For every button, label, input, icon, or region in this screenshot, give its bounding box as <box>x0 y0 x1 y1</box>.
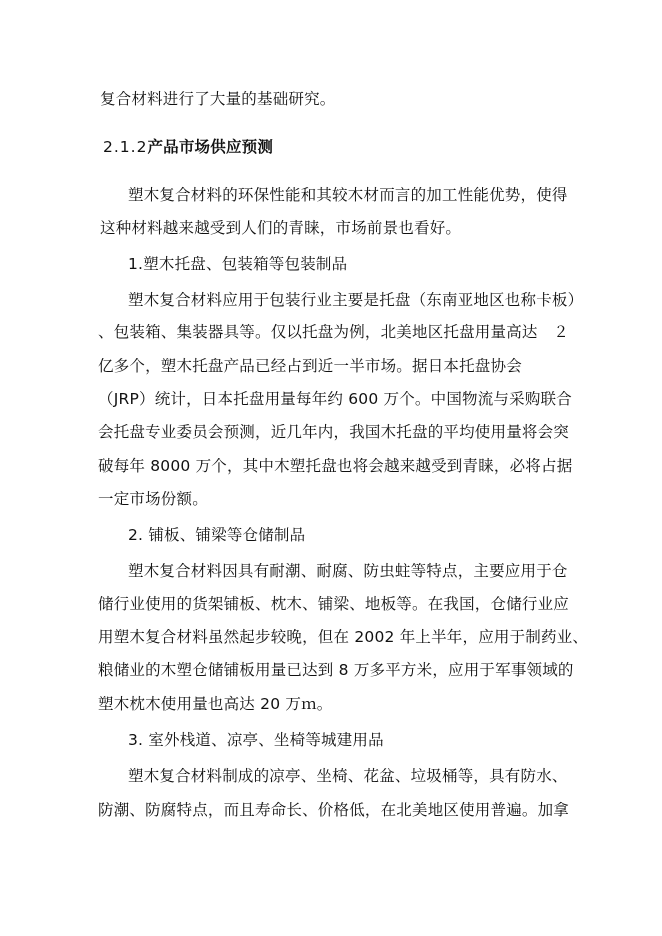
paragraph-line: 储行业使用的货架铺板、枕木、铺梁、地板等。在我国，仓储行业应 <box>98 595 570 613</box>
paragraph-line: 、包装箱、集装器具等。仅以托盘为例，北美地区托盘用量高达 ２ <box>98 323 570 341</box>
paragraph-line: 一定市场份额。 <box>98 490 208 508</box>
subsection-title: 1.塑木托盘、包装箱等包装制品 <box>128 255 348 273</box>
subsection-title: 2. 铺板、铺梁等仓储制品 <box>128 526 306 544</box>
paragraph-line: 这种材料越来越受到人们的青睐，市场前景也看好。 <box>100 219 462 237</box>
paragraph-line: 破每年 8000 万个，其中木塑托盘也将会越来越受到青睐，必将占据 <box>98 457 573 475</box>
paragraph-line: 复合材料进行了大量的基础研究。 <box>100 90 336 108</box>
subsection-title: 3. 室外栈道、凉亭、坐椅等城建用品 <box>128 731 384 749</box>
paragraph-line: （JRP）统计，日本托盘用量每年约 600 万个。中国物流与采购联合 <box>98 390 572 408</box>
paragraph-line: 会托盘专业委员会预测，近几年内，我国木托盘的平均使用量将会突 <box>98 423 570 441</box>
paragraph-line: 塑木复合材料的环保性能和其较木材而言的加工性能优势，使得 <box>128 186 568 204</box>
section-title: 产品市场供应预测 <box>147 138 274 156</box>
paragraph-line: 塑木枕木使用量也高达 20 万ｍ。 <box>98 695 333 713</box>
paragraph-line: 塑木复合材料应用于包装行业主要是托盘（东南亚地区也称卡板） <box>128 291 584 309</box>
paragraph-line: 塑木复合材料因具有耐潮、耐腐、防虫蛀等特点，主要应用于仓 <box>128 562 568 580</box>
section-heading <box>103 136 273 158</box>
paragraph-line: 粮储业的木塑仓储铺板用量已达到 8 万多平方米，应用于军事领域的 <box>98 661 574 679</box>
section-number: 2.1.2 <box>103 138 148 156</box>
paragraph-line: 塑木复合材料制成的凉亭、坐椅、花盆、垃圾桶等，具有防水、 <box>128 767 568 785</box>
paragraph-line: 亿多个，塑木托盘产品已经占到近一半市场。据日本托盘协会 <box>98 357 522 375</box>
paragraph-line: 防潮、防腐特点，而且寿命长、价格低，在北美地区使用普遍。加拿 <box>98 801 570 819</box>
paragraph-line: 用塑木复合材料虽然起步较晚，但在 2002 年上半年，应用于制药业、 <box>98 628 589 646</box>
